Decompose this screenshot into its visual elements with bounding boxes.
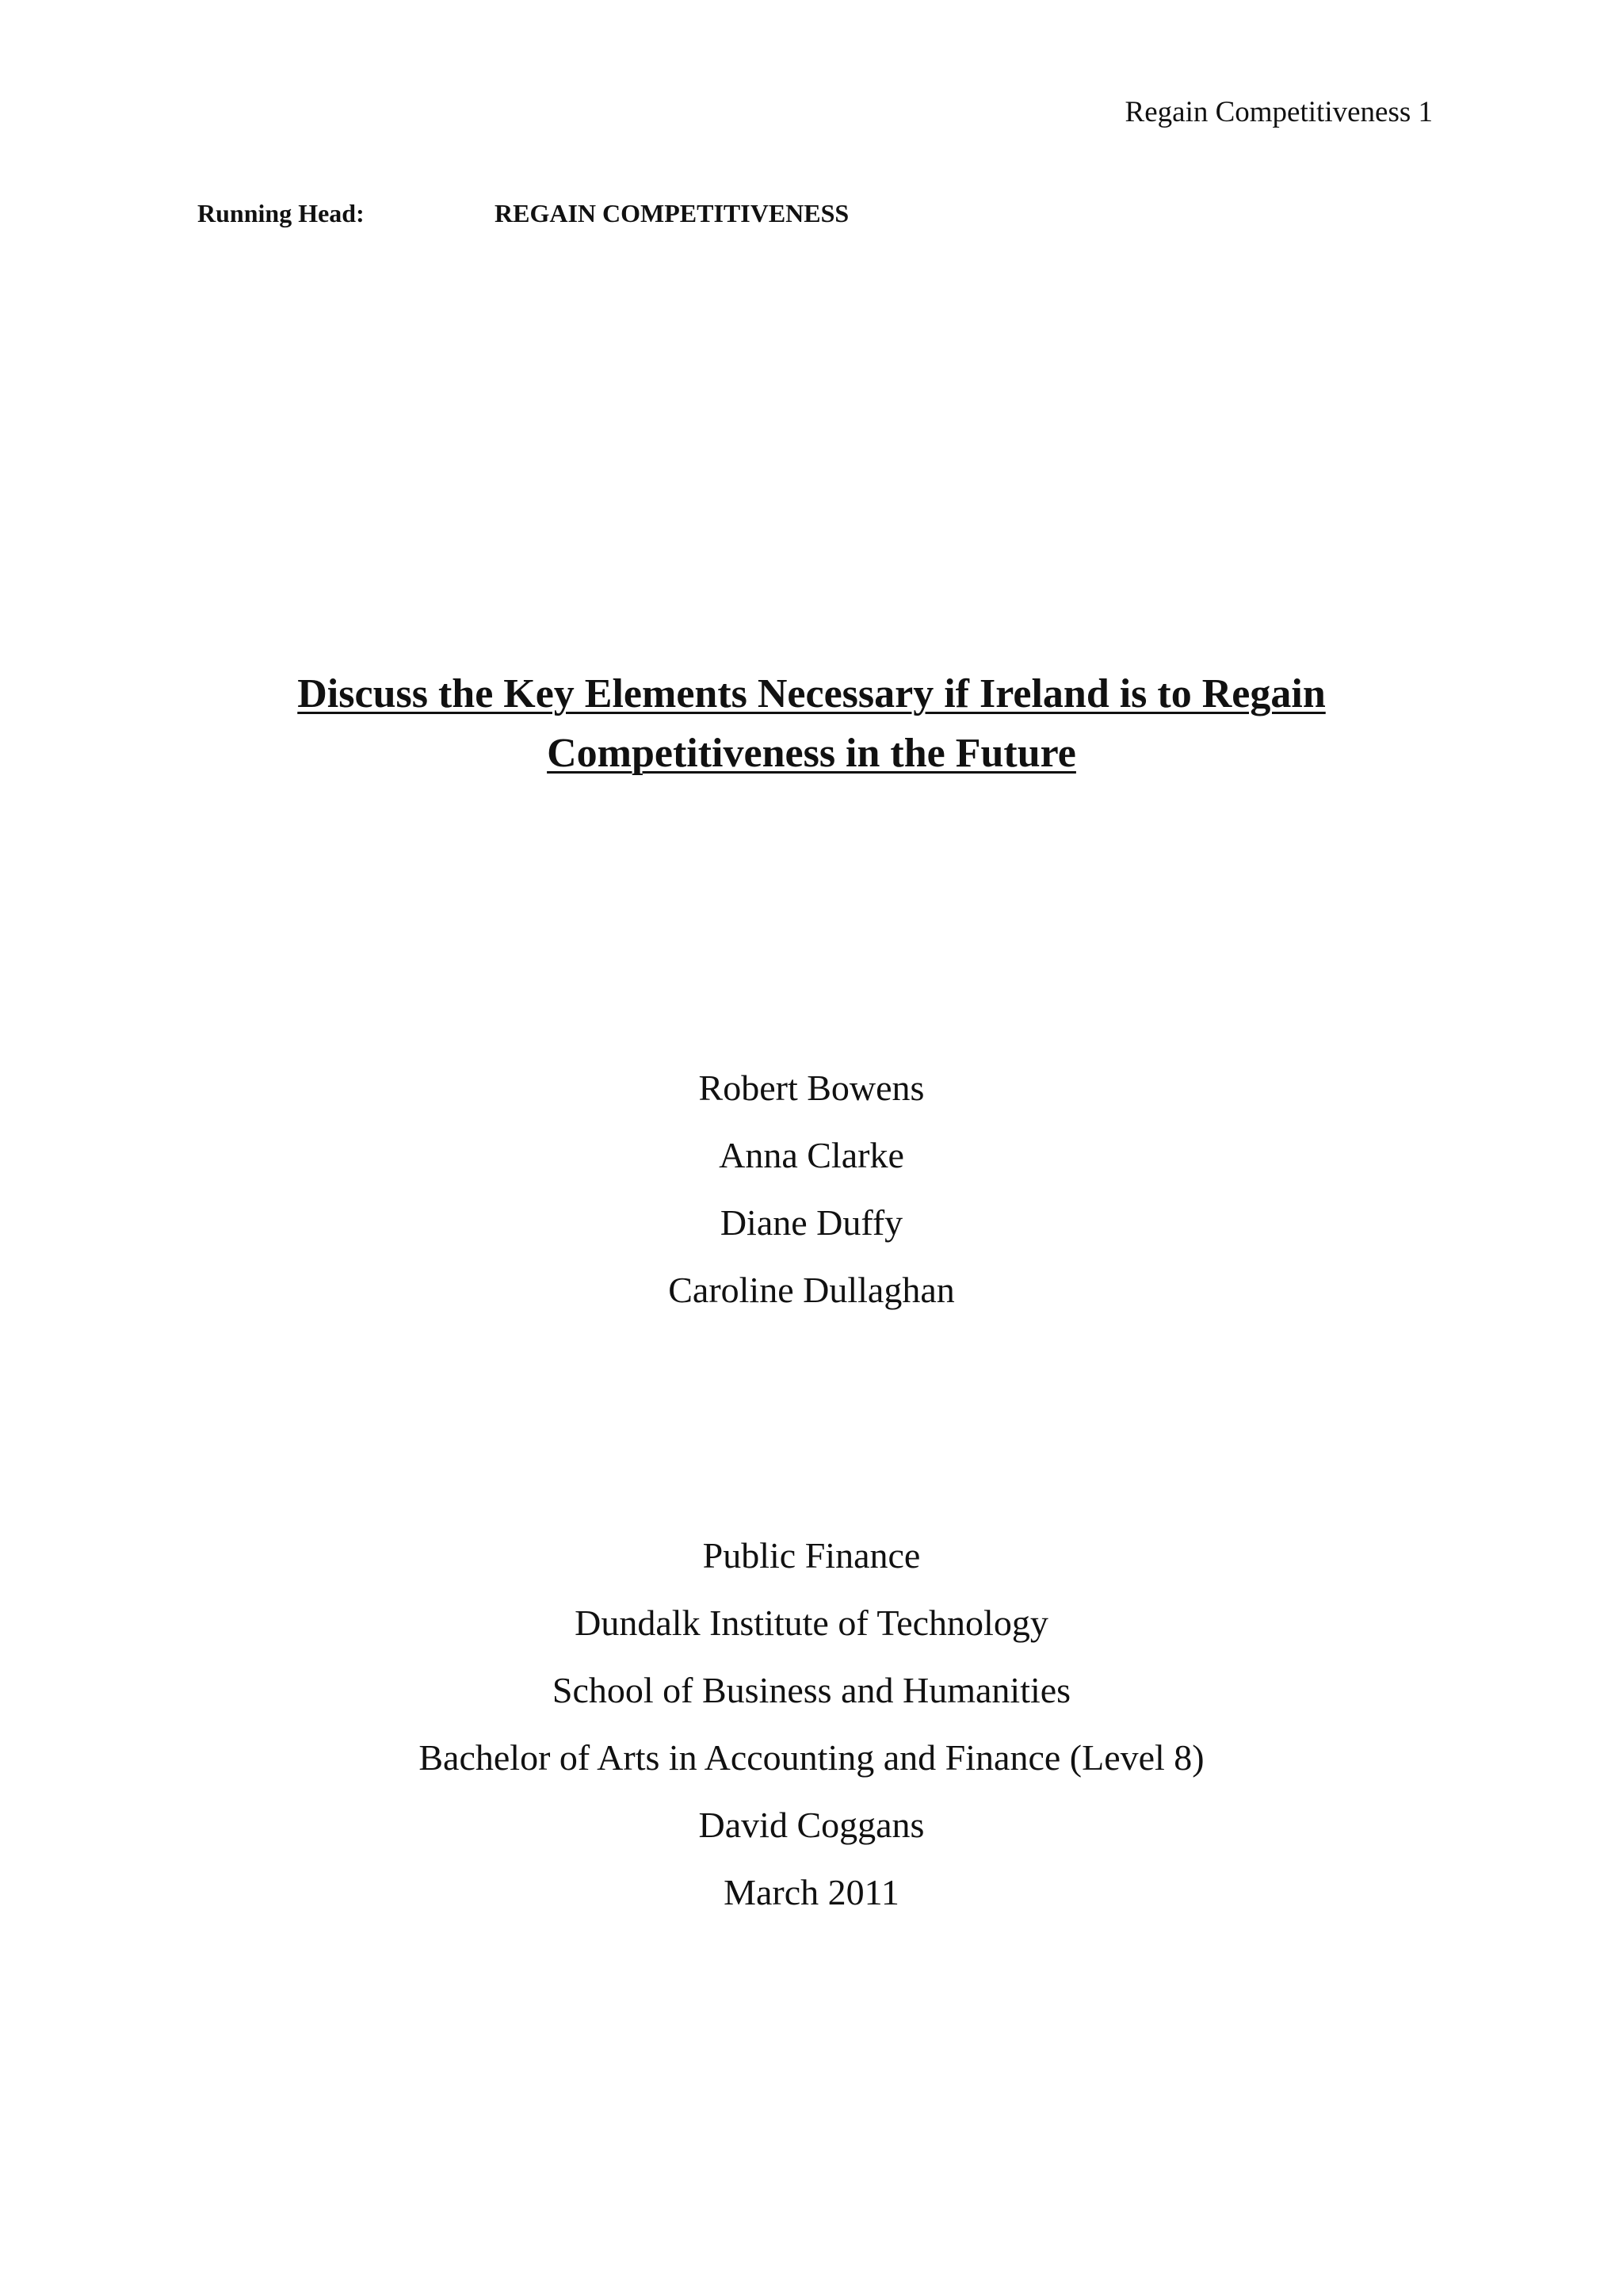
lecturer-name: David Coggans <box>698 1805 925 1845</box>
document-title-line-1: Discuss the Key Elements Necessary if Ireland is to Regain <box>297 671 1326 716</box>
author-name: Robert Bowens <box>698 1068 925 1108</box>
programme-name: Bachelor of Arts in Accounting and Finance (Level 8) <box>418 1737 1205 1778</box>
submission-date: March 2011 <box>724 1872 899 1912</box>
author-name: Caroline Dullaghan <box>668 1270 955 1310</box>
running-head <box>197 197 849 230</box>
author-name: Diane Duffy <box>720 1202 903 1243</box>
author-list <box>0 1054 1623 1324</box>
document-title <box>0 664 1623 783</box>
school-name: School of Business and Humanities <box>552 1670 1071 1710</box>
page-header: Regain Competitiveness 1 <box>1125 96 1433 128</box>
running-head-value: REGAIN COMPETITIVENESS <box>495 199 850 227</box>
running-head-label: Running Head: <box>197 199 365 227</box>
course-info <box>0 1522 1623 1926</box>
author-name: Anna Clarke <box>719 1135 904 1175</box>
module-name: Public Finance <box>702 1535 921 1576</box>
document-title-line-2: Competitiveness in the Future <box>547 731 1076 776</box>
institute-name: Dundalk Institute of Technology <box>575 1603 1048 1643</box>
